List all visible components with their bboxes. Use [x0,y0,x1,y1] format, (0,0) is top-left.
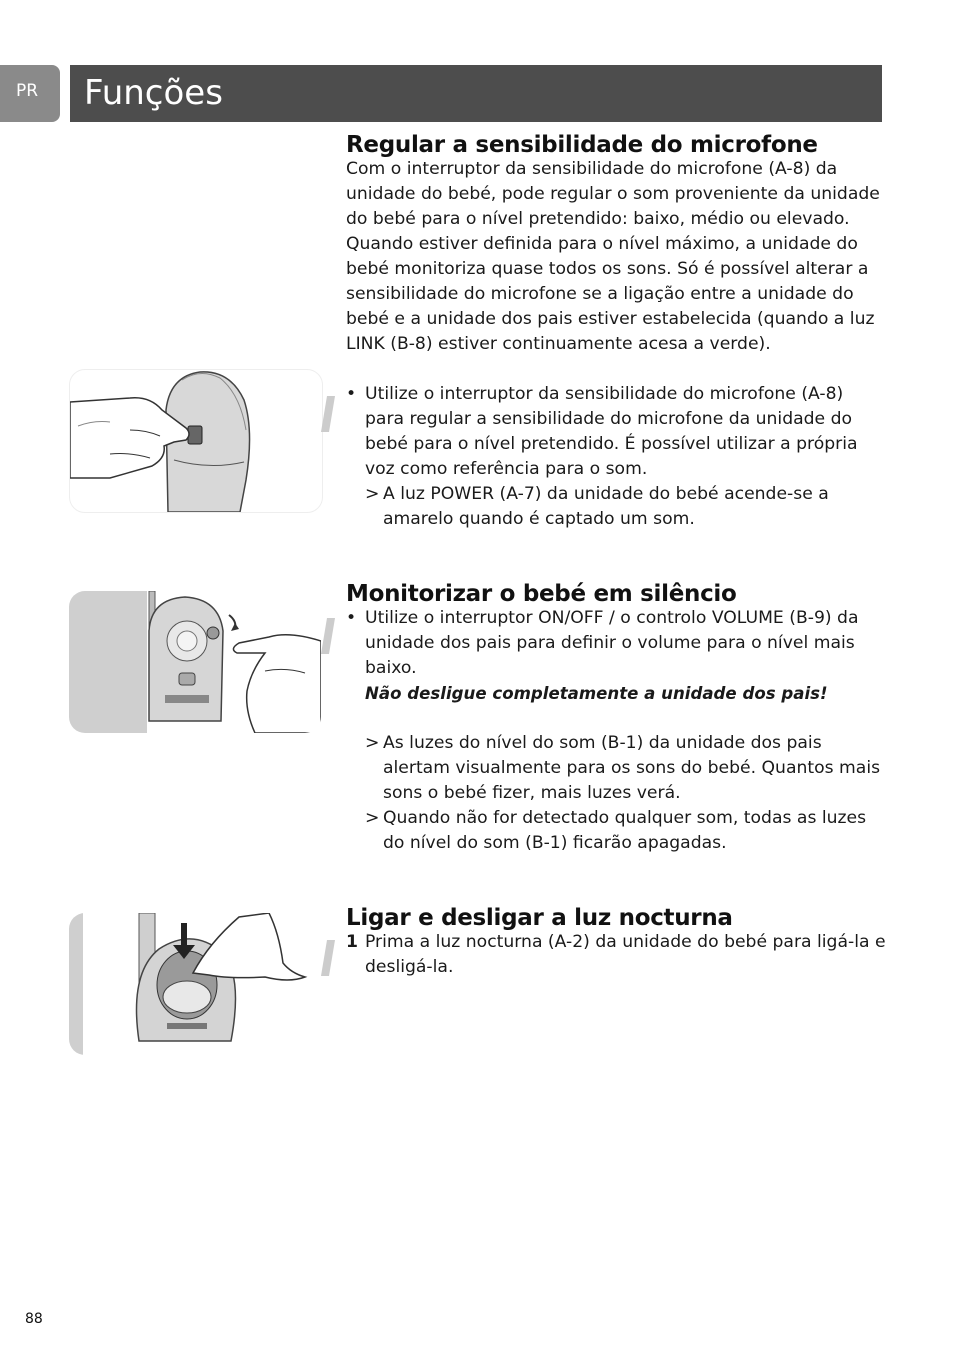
bullet-item [346,382,886,482]
result-item [346,731,886,806]
bullet-text: Utilize o interruptor ON/OFF / o controlo VOLUME (B-9) da unidade dos pais para definir o volume para o nível mais baixo. [365,608,859,678]
result-text: A luz POWER (A-7) da unidade do bebé acende-se a amarelo quando é captado um som. [383,484,829,529]
step-text: Prima a luz nocturna (A-2) da unidade do bebé para ligá-la e desligá-la. [365,932,886,977]
baby-unit-switch-illustration [70,370,322,512]
section-heading: Monitorizar o bebé em silêncio [346,581,737,607]
parent-unit-volume-illustration [69,591,321,733]
bullet-text: Utilize o interruptor da sensibilidade do microfone (A-8) para regular a sensibilidade do microfone da unidade do bebé para o nível pretendido. É possível utilizar a própria voz como referência para o som. [365,384,858,479]
divider-slash [321,940,335,976]
page-number: 88 [25,1311,43,1327]
title-bar [70,65,882,122]
result-marker: > [365,484,380,504]
result-marker: > [365,808,380,828]
language-tab [0,65,60,122]
bullet-marker: • [346,608,357,628]
section-microphone-sensitivity [346,130,886,532]
bullet-marker: • [346,384,357,404]
result-item [346,482,886,532]
result-item [346,806,886,856]
step-number: 1 [346,932,358,952]
illustration-microphone-switch [69,369,323,513]
divider-slash [321,618,335,654]
section-heading: Regular a sensibilidade do microfone [346,132,818,158]
section-heading: Ligar e desligar a luz nocturna [346,905,733,931]
result-text: As luzes do nível do som (B-1) da unidade dos pais alertam visualmente para os sons do bebé. Quantos mais sons o bebé fizer, mais luzes verá. [383,733,881,803]
bullet-item [346,606,886,681]
divider-slash [321,396,335,432]
result-marker: > [365,733,380,753]
result-text: Quando não for detectado qualquer som, todas as luzes do nível do som (B-1) ficarão apagadas. [383,808,867,853]
night-light-illustration [69,913,321,1055]
section-silent-monitoring [346,579,886,856]
language-tab-label: PR [16,81,39,101]
section-intro: Com o interruptor da sensibilidade do microfone (A-8) da unidade do bebé, pode regular o som proveniente da unidade do bebé para o nível pretendido: baixo, médio ou elevado. Quando estiver definida para o nível máximo, a unidade do bebé monitoriza quase todos os sons. Só é possível alterar a sensibilidade do microfone se a ligação entre a unidade do bebé e a unidade dos pais estiver estabelecida (quando a luz LINK (B-8) estiver continuamente acesa a verde). [346,159,880,354]
page-title: Funções [84,73,223,113]
section-night-light [346,903,886,980]
numbered-step [346,930,886,980]
warning-text: Não desligue completamente a unidade dos pais! [365,684,828,703]
illustration-volume-control [69,591,321,733]
illustration-night-light [69,913,321,1055]
